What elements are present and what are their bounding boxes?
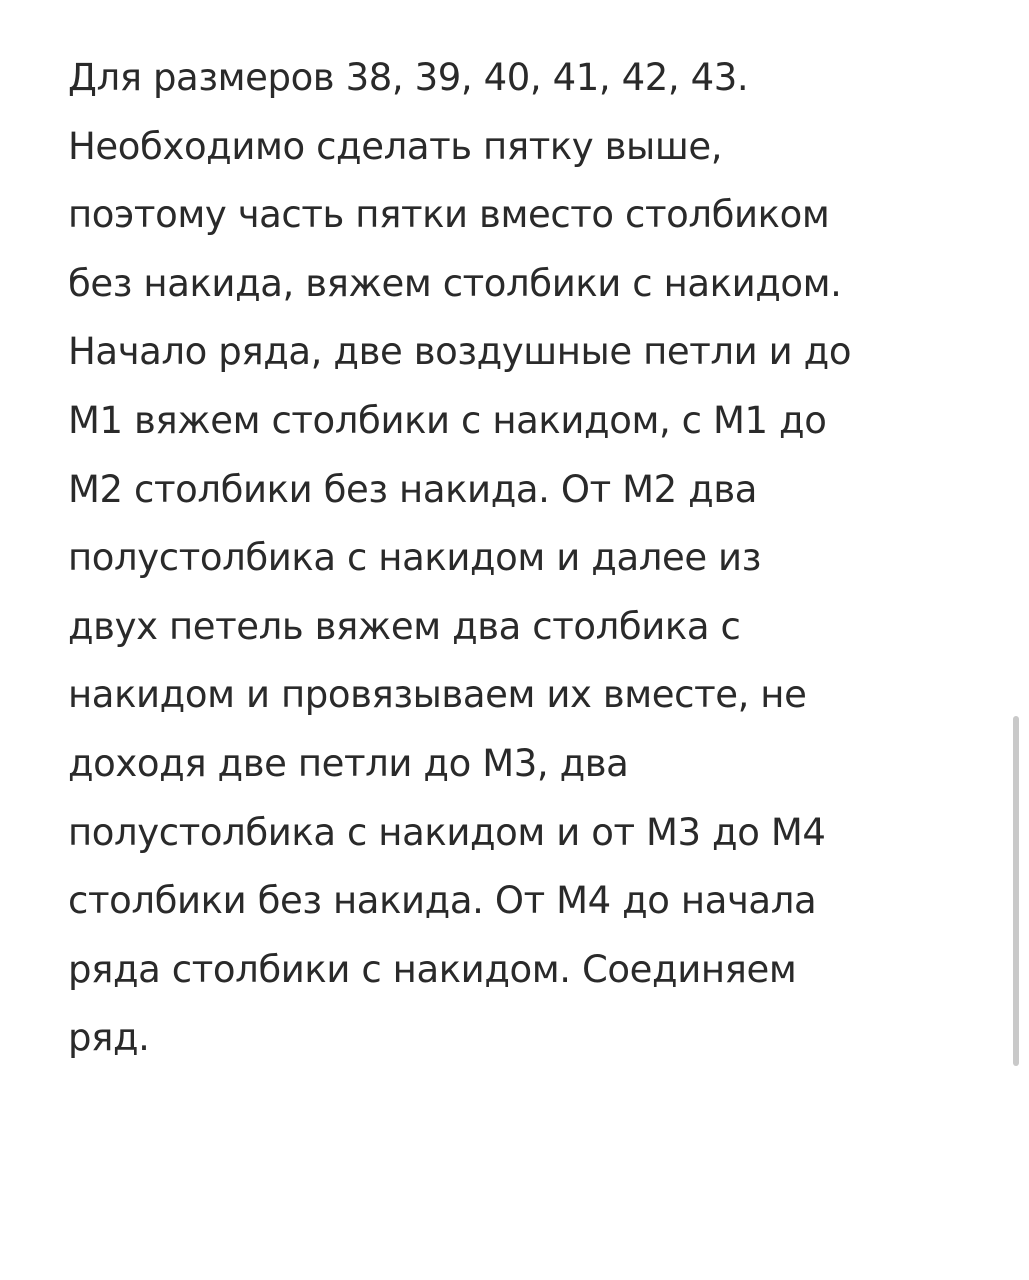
note-line: М1 вяжем столбики с накидом, с М1 до: [68, 398, 827, 442]
note-line: доходя две петли до М3, два: [68, 741, 629, 785]
note-line: Для размеров 38, 39, 40, 41, 42, 43.: [68, 56, 749, 99]
note-line: накидом и провязываем их вместе, не: [68, 673, 807, 717]
note-line: полустолбика с накидом и от М3 до М4: [68, 810, 826, 854]
note-line: М2 столбики без накида. От М2 два: [68, 467, 758, 511]
note-line: ряд.: [68, 1016, 150, 1060]
note-line: двух петель вяжем два столбика с: [68, 604, 741, 648]
note-line: полустолбика с накидом и далее из: [68, 536, 761, 580]
vertical-scrollbar[interactable]: [1013, 716, 1019, 1066]
note-line: Начало ряда, две воздушные петли и до: [68, 330, 852, 374]
note-line: ряда столбики с накидом. Соединяем: [68, 947, 797, 991]
note-line: Необходимо сделать пятку выше,: [68, 124, 723, 168]
note-text: [68, 44, 988, 1073]
note-line: поэтому часть пятки вместо столбиком: [68, 193, 830, 237]
note-line: без накида, вяжем столбики с накидом.: [68, 261, 842, 305]
note-line: столбики без накида. От М4 до начала: [68, 879, 817, 923]
